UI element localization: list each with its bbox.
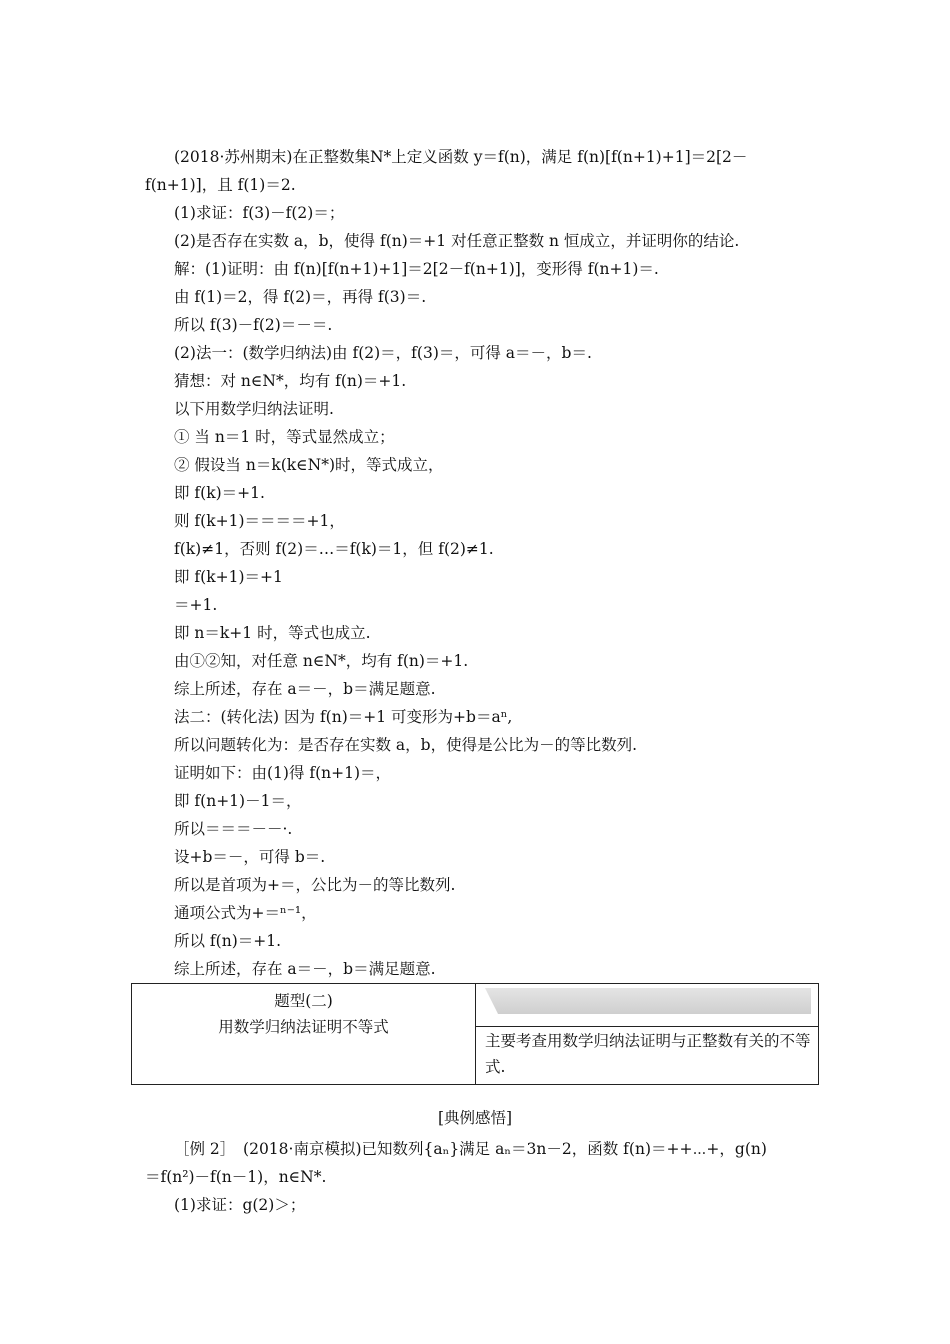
example-2-line-1: ［例 2］ (2018·南京模拟)已知数列{aₙ}满足 aₙ＝3n－2，函数 f(n)＝++⋯+，g(n) <box>174 1140 767 1158</box>
solution-line: 综上所述，存在 a＝－，b＝满足题意. <box>174 960 436 978</box>
solution-line: 证明如下：由(1)得 f(n+1)＝， <box>174 764 392 782</box>
problem-statement-line-2: f(n+1)]，且 f(1)＝2. <box>145 176 296 194</box>
question-type-label: 题型(二) <box>274 992 333 1010</box>
question-1: (1)求证：f(3)－f(2)＝； <box>174 204 345 222</box>
solution-line: f(k)≠1，否则 f(2)＝…＝f(k)＝1，但 f(2)≠1. <box>174 540 494 558</box>
solution-line: 即 f(k)＝+1. <box>174 484 265 502</box>
solution-line: 由 f(1)＝2，得 f(2)＝，再得 f(3)＝. <box>174 288 427 306</box>
solution-line: 所以是首项为+＝，公比为－的等比数列. <box>174 876 456 894</box>
solution-line: 解：(1)证明：由 f(n)[f(n+1)+1]＝2[2－f(n+1)]，变形得 f(n+1)＝. <box>174 260 659 278</box>
question-type-table <box>131 983 819 1085</box>
example-2-question-1: (1)求证：g(2)＞； <box>174 1196 306 1214</box>
solution-line: 由①②知，对任意 n∈N*，均有 f(n)＝+1. <box>174 652 469 670</box>
question-type-title: 用数学归纳法证明不等式 <box>218 1018 389 1036</box>
solution-line: 法二：(转化法) 因为 f(n)＝+1 可变形为+b＝aⁿ, <box>174 708 513 726</box>
problem-statement-line-1: (2018·苏州期末)在正整数集N*上定义函数 y＝f(n)，满足 f(n)[f(n+1)+1]＝2[2－ <box>174 148 748 166</box>
solution-line: 所以 f(n)＝+1. <box>174 932 282 950</box>
solution-line: 通项公式为+＝ⁿ⁻¹， <box>174 904 317 922</box>
solution-line: 即 n＝k+1 时，等式也成立. <box>174 624 371 642</box>
header-banner <box>485 988 811 1014</box>
solution-line: 所以问题转化为：是否存在实数 a，b，使得是公比为－的等比数列. <box>174 736 638 754</box>
solution-line: 综上所述，存在 a＝－，b＝满足题意. <box>174 680 436 698</box>
question-type-description: 主要考查用数学归纳法证明与正整数有关的不等式. <box>485 1032 811 1076</box>
solution-line: 设+b＝－，可得 b＝. <box>174 848 326 866</box>
solution-line: ① 当 n＝1 时，等式显然成立； <box>174 428 395 446</box>
section-heading: [典例感悟] <box>437 1109 513 1127</box>
solution-line: ② 假设当 n＝k(k∈N*)时，等式成立， <box>174 456 444 474</box>
table-row-divider <box>475 1026 818 1027</box>
solution-line: 即 f(n+1)－1＝， <box>174 792 302 810</box>
solution-line: 猜想：对 n∈N*，均有 f(n)＝+1. <box>174 372 407 390</box>
solution-line: 所以＝＝＝－－·. <box>174 820 293 838</box>
solution-line: (2)法一：(数学归纳法)由 f(2)＝，f(3)＝，可得 a＝－，b＝. <box>174 344 592 362</box>
solution-line: 以下用数学归纳法证明. <box>174 400 334 418</box>
solution-line: 所以 f(3)－f(2)＝－＝. <box>174 316 333 334</box>
solution-line: 即 f(k+1)＝+1 <box>174 568 283 586</box>
solution-line: ＝+1. <box>174 596 218 614</box>
table-divider <box>475 984 476 1084</box>
question-2: (2)是否存在实数 a，b，使得 f(n)＝+1 对任意正整数 n 恒成立，并证明你的结论. <box>174 232 740 250</box>
solution-line: 则 f(k+1)＝＝＝＝+1， <box>174 512 345 530</box>
example-2-line-2: ＝f(n²)－f(n－1)，n∈N*. <box>145 1168 327 1186</box>
